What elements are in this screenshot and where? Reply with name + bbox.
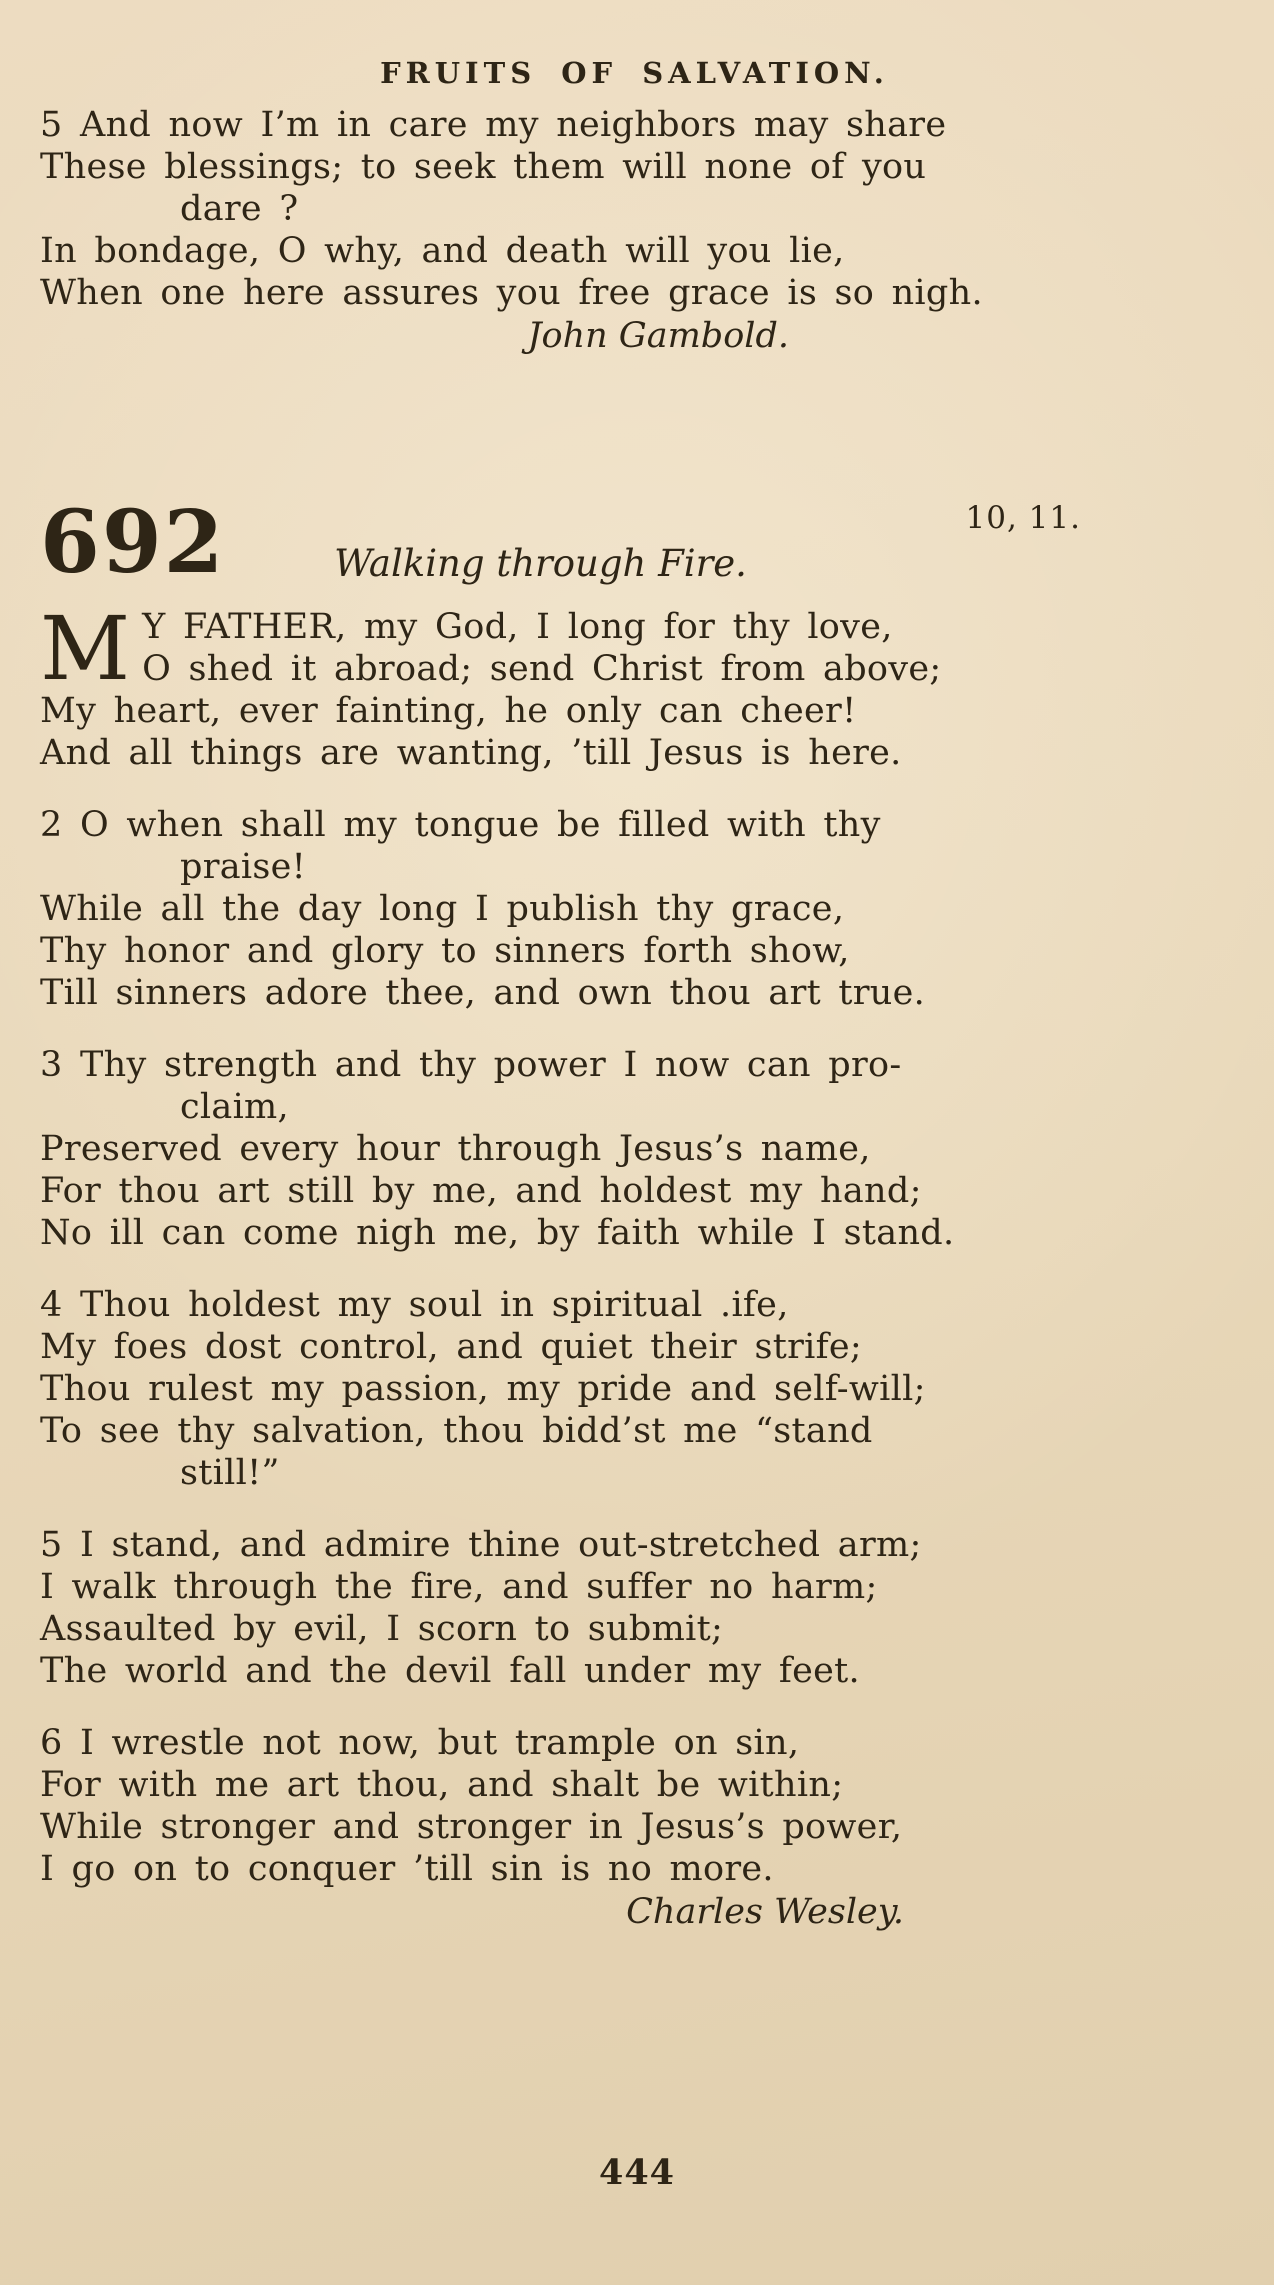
- page-number: 444: [598, 2152, 676, 2193]
- verse-line: Thy honor and glory to sinners forth show,: [40, 931, 850, 971]
- verse-line: My foes dost control, and quiet their strife;: [40, 1327, 862, 1367]
- hymn-verse-1: [40, 597, 1229, 774]
- verse-line: I go on to conquer ’till sin is no more.: [40, 1849, 774, 1889]
- verse-line: I walk through the fire, and suffer no harm;: [40, 1567, 878, 1607]
- author-attribution: John Gambold.: [527, 316, 789, 356]
- verse-line: Preserved every hour through Jesus’s name,: [40, 1129, 871, 1169]
- hymn-verse-5: [40, 1524, 1229, 1692]
- drop-cap: M: [40, 597, 131, 700]
- running-header: FRUITS OF SALVATION.: [380, 56, 889, 90]
- verse-line: Y FATHER, my God, I long for thy love,: [142, 607, 893, 647]
- verse-line: Till sinners adore thee, and own thou art true.: [40, 973, 926, 1013]
- previous-hymn-ending: [40, 104, 1229, 358]
- verse-line: 6 I wrestle not now, but trample on sin,: [40, 1723, 800, 1763]
- verse-line: 2 O when shall my tongue be filled with thy: [40, 805, 881, 845]
- verse-line: 5 And now I’m in care my neighbors may share: [40, 105, 947, 145]
- verse-line: While stronger and stronger in Jesus’s power,: [40, 1807, 903, 1847]
- hymn-verse-3: [40, 1044, 1229, 1254]
- verse-line: O shed it abroad; send Christ from above;: [142, 649, 942, 689]
- hymn-heading: [40, 492, 1229, 593]
- verse-line: Assaulted by evil, I scorn to submit;: [40, 1609, 724, 1649]
- verse-line: praise!: [180, 847, 307, 887]
- verse-line: Thou rulest my passion, my pride and self-will;: [40, 1369, 926, 1409]
- verse-line: In bondage, O why, and death will you lie,: [40, 231, 845, 271]
- verse-line: No ill can come nigh me, by faith while I stand.: [40, 1213, 955, 1253]
- verse-line: 3 Thy strength and thy power I now can pro-: [40, 1045, 902, 1085]
- verse-line: dare ?: [180, 189, 299, 229]
- verse-line: 4 Thou holdest my soul in spiritual .ife,: [40, 1285, 789, 1325]
- hymn-verse-6: [40, 1722, 1229, 1934]
- hymn-number: 692: [40, 492, 226, 593]
- verse-line: While all the day long I publish thy grace,: [40, 889, 845, 929]
- verse-line: To see thy salvation, thou bidd’st me “stand: [40, 1411, 873, 1451]
- verse-line: These blessings; to seek them will none of you: [40, 147, 927, 187]
- verse-line: claim,: [180, 1087, 289, 1127]
- hymn-title: Walking through Fire.: [334, 542, 747, 585]
- hymn-meter: 10, 11.: [965, 500, 1081, 536]
- verse-line: When one here assures you free grace is so nigh.: [40, 273, 983, 313]
- verse-line: 5 I stand, and admire thine out-stretched arm;: [40, 1525, 922, 1565]
- author-attribution: Charles Wesley.: [626, 1892, 904, 1932]
- hymn-verse-4: [40, 1284, 1229, 1494]
- verse-line: And all things are wanting, ’till Jesus is here.: [40, 733, 902, 773]
- hymn-verse-2: [40, 804, 1229, 1014]
- verse-line: For thou art still by me, and holdest my hand;: [40, 1171, 922, 1211]
- verse-line: For with me art thou, and shalt be within;: [40, 1765, 844, 1805]
- verse-line: still!”: [180, 1453, 280, 1493]
- verse-line: The world and the devil fall under my feet.: [40, 1651, 860, 1691]
- verse-line: My heart, ever fainting, he only can cheer!: [40, 691, 857, 731]
